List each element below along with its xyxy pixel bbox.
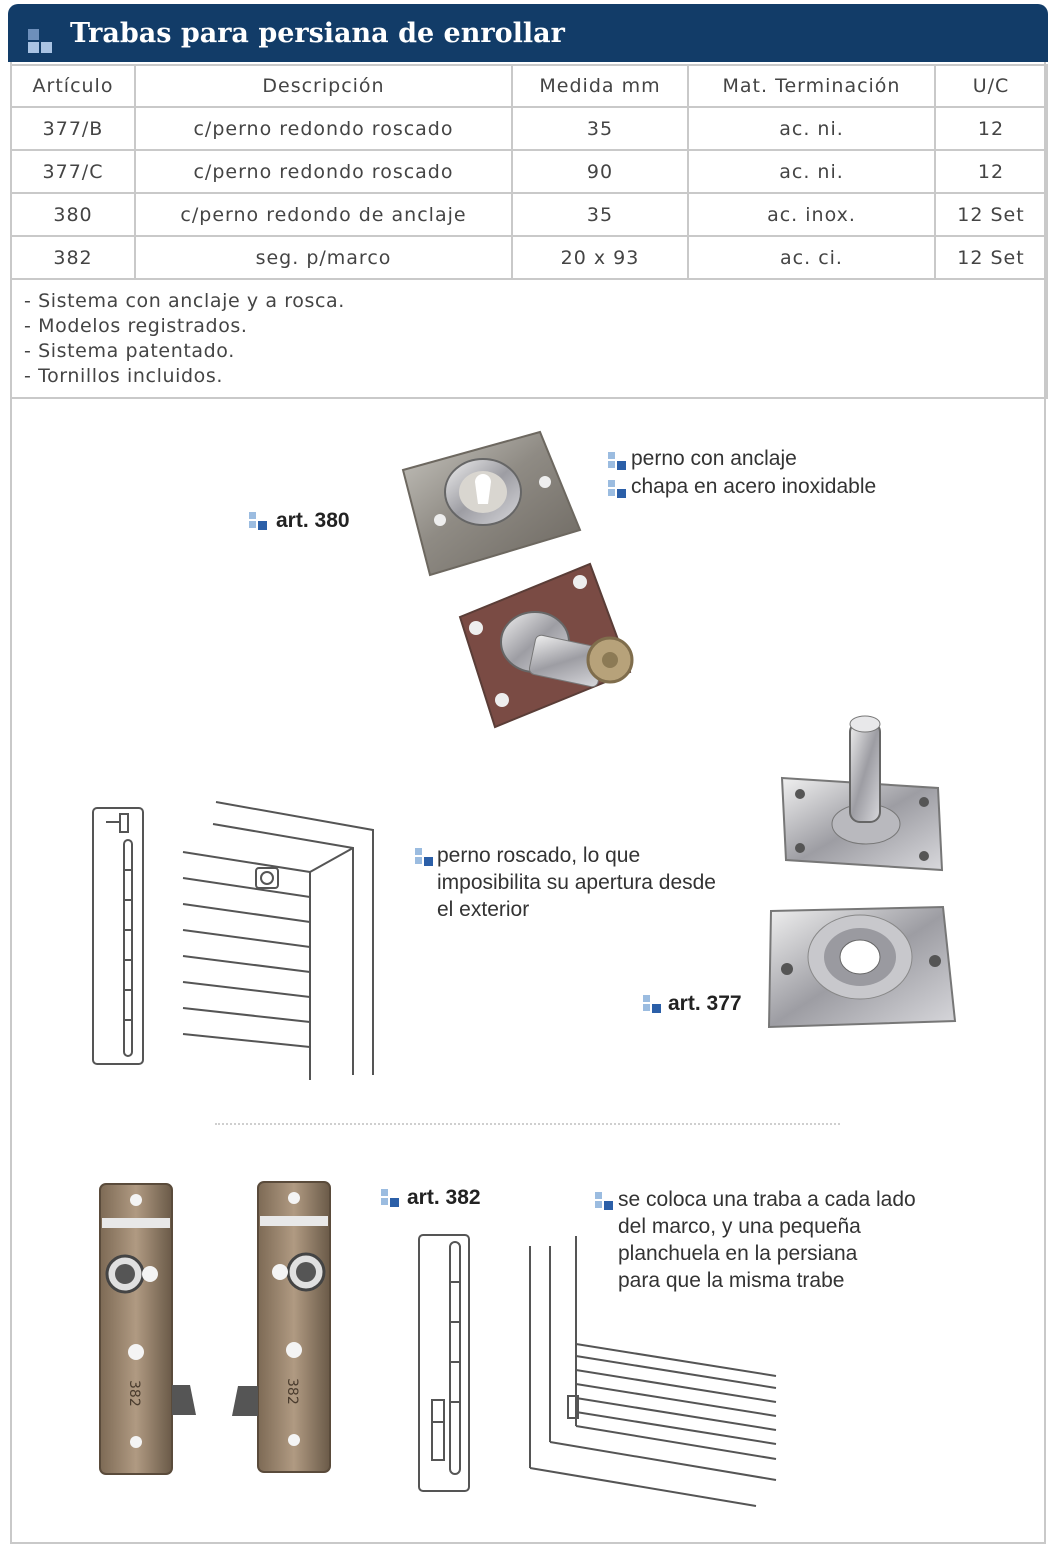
table-cell: 12	[935, 107, 1047, 150]
table-cell: 20 x 93	[512, 236, 688, 279]
description-line: perno roscado, lo que	[437, 844, 641, 867]
table-cell: c/perno redondo roscado	[135, 107, 512, 150]
description-line: imposibilita su apertura desde	[437, 871, 716, 894]
table-row	[11, 236, 1047, 279]
table-cell: 377/B	[11, 107, 135, 150]
table-row	[11, 193, 1047, 236]
column-header: Medida mm	[512, 65, 688, 107]
table-cell: c/perno redondo roscado	[135, 150, 512, 193]
table-cell: seg. p/marco	[135, 236, 512, 279]
table-cell: ac. ni.	[688, 150, 935, 193]
column-header: Artículo	[11, 65, 135, 107]
table-row	[11, 107, 1047, 150]
table-cell: ac. ni.	[688, 107, 935, 150]
table-cell: 377/C	[11, 150, 135, 193]
latch-engraving: 382	[126, 1380, 142, 1407]
note-item: - Sistema patentado.	[24, 340, 235, 362]
art-377-description	[437, 842, 716, 923]
table-cell: 12 Set	[935, 193, 1047, 236]
art-380-label: art. 380	[276, 509, 350, 532]
threaded-ring-plate-image	[765, 903, 960, 1033]
anchor-bolt-image	[440, 562, 640, 732]
bullet-icon	[249, 512, 269, 532]
frame-latch-right-image	[230, 1178, 340, 1478]
note-item: - Sistema con anclaje y a rosca.	[24, 290, 345, 312]
description-line: planchuela en la persiana	[618, 1242, 858, 1265]
table-cell: c/perno redondo de anclaje	[135, 193, 512, 236]
bullet-icon	[381, 1189, 401, 1209]
table-cell: 90	[512, 150, 688, 193]
description-line: del marco, y una pequeña	[618, 1215, 861, 1238]
section-separator	[215, 1123, 840, 1125]
table-cell: 12	[935, 150, 1047, 193]
table-cell: 12 Set	[935, 236, 1047, 279]
notes-cell	[11, 279, 1047, 398]
threaded-bolt-image	[778, 712, 948, 877]
art-380-feature: perno con anclaje	[631, 447, 797, 470]
bullet-icon	[595, 1192, 615, 1212]
table-cell: 380	[11, 193, 135, 236]
note-item: - Modelos registrados.	[24, 315, 248, 337]
latch-engraving: 382	[284, 1378, 300, 1405]
table-cell: ac. inox.	[688, 193, 935, 236]
description-line: para que la misma trabe	[618, 1269, 845, 1292]
notes-row	[11, 279, 1047, 398]
description-line: el exterior	[437, 898, 530, 921]
page-header	[8, 4, 1048, 62]
art-382-description	[618, 1186, 916, 1294]
table-row	[11, 150, 1047, 193]
anchor-plate-image	[385, 430, 585, 580]
art-382-label: art. 382	[407, 1186, 481, 1209]
description-line: se coloca una traba a cada lado	[618, 1188, 916, 1211]
page-title: Trabas para persiana de enrollar	[70, 18, 565, 49]
bullet-icon	[608, 480, 628, 500]
art-377-label: art. 377	[668, 992, 742, 1015]
roller-shutter-drawing	[88, 800, 388, 1085]
header-squares-icon	[28, 29, 54, 55]
art-380-feature: chapa en acero inoxidable	[631, 475, 877, 498]
table-cell: 35	[512, 193, 688, 236]
bullet-icon	[415, 848, 435, 868]
table-header-row	[11, 65, 1047, 107]
column-header: U/C	[935, 65, 1047, 107]
bullet-icon	[643, 995, 663, 1015]
table-cell: 382	[11, 236, 135, 279]
table-cell: 35	[512, 107, 688, 150]
column-header: Descripción	[135, 65, 512, 107]
column-header: Mat. Terminación	[688, 65, 935, 107]
bullet-icon	[608, 452, 628, 472]
note-item: - Tornillos incluidos.	[24, 365, 224, 387]
table-cell: ac. ci.	[688, 236, 935, 279]
spec-table	[10, 64, 1048, 399]
frame-latch-left-image	[92, 1180, 202, 1480]
latch-profile-drawing	[416, 1232, 476, 1497]
